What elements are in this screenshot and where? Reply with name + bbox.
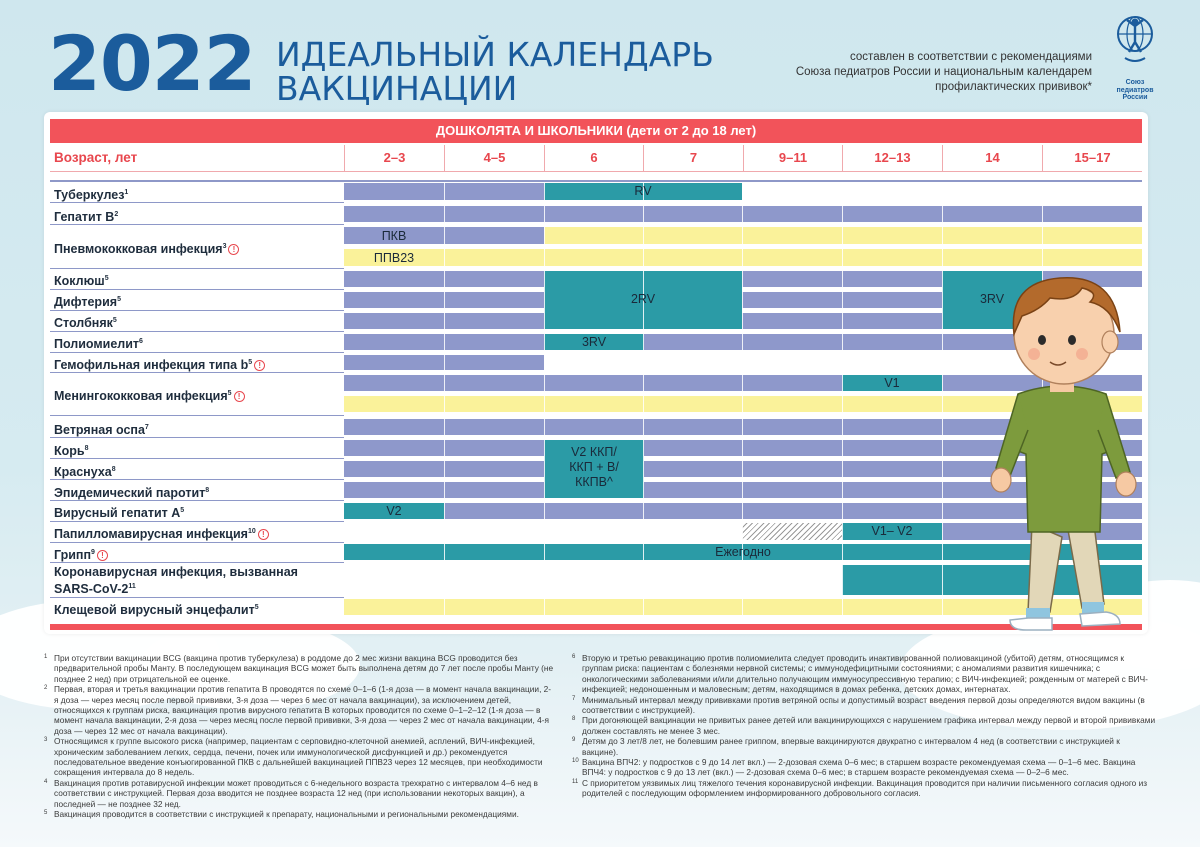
- cell-label: 3RV: [979, 292, 1005, 306]
- footnote-text: Относящимся к группе высокого риска (например, пациентам с серповидно-клеточной анемией, асплений, ВИЧ-инфекцией, хроническим заболеванием легких, сердца, печени, почек или иммунологической дисфункцией и др.) рекомендуется последовательное введение конъюгированной ПКВ с дальнейшей вакцинацией ППВ23 через 12 месяцев, при необходимости сокращения интервала до 8 недель.: [54, 736, 543, 778]
- vaccine-name: Гемофильная инфекция типа b: [54, 358, 249, 373]
- divider: [50, 352, 344, 353]
- divider: [50, 597, 344, 598]
- footnote-number: 10: [572, 758, 579, 765]
- footnote: [44, 653, 554, 684]
- subtitle-line: составлен в соответствии с рекомендациями: [850, 51, 1092, 63]
- divider: [50, 289, 344, 290]
- footnote-ref: 8: [84, 445, 89, 452]
- warning-icon: !: [258, 529, 269, 540]
- footnote-number: 3: [44, 737, 48, 744]
- schedule-cell: [344, 375, 842, 391]
- vaccine-name: Клещевой вирусный энцефалит: [54, 603, 255, 618]
- divider: [50, 310, 344, 311]
- footnote-text: При отсутствии вакцинации BCG (вакцина против туберкулеза) в роддоме до 2 мес жизни вакцина BCG проводится без предварительной пробы Манту. В последующем вакцинация BCG может быть выполнена детям до 7 лет после пробы Манту (не позднее 2 нед) при отрицательной ее оценке.: [54, 653, 554, 684]
- subtitle: [772, 50, 1092, 95]
- footnote-text: Минимальный интервал между прививками против ветряной оспы и допустимый возраст введения первой дозы определяются видом вакцины (в соответствии с инструкцией).: [582, 694, 1145, 716]
- footnote-number: 1: [44, 654, 48, 660]
- cell-label: V1– V2: [871, 524, 913, 538]
- vaccine-name: Папилломавирусная инфекция: [54, 527, 248, 542]
- vaccine-label: [54, 442, 344, 458]
- footnote-ref: 5: [227, 390, 232, 397]
- title-line: ИДЕАЛЬНЫЙ КАЛЕНДАРЬ: [276, 35, 714, 74]
- warning-icon: !: [234, 391, 245, 402]
- cell-label-line: ККП + В/: [569, 460, 619, 474]
- footnote-ref: 5: [248, 359, 253, 366]
- footnote-ref: 5: [254, 604, 259, 611]
- footnote-number: 6: [572, 654, 576, 660]
- footnote-ref: 7: [144, 424, 149, 431]
- vaccine-label: [54, 314, 344, 330]
- footnote-text: Вторую и третью ревакцинацию против полиомиелита следует проводить инактивированной полиовакциной (убитой) детям, относящимся к группам риска: пациентам с болезнями нервной системы; с иммунодефицитными состояниями; с аномалиями развития кишечника; с онкологическими заболеваниями и/или длительно получающим иммуносупрессивную терапию; с ВИЧ-инфекцией; рожденным от матерей с ВИЧ-инфекцией; недоношенным и маловесным; детям, находящимся в домах ребенка, детских домах, интернатах.: [582, 653, 1148, 695]
- divider: [50, 171, 1142, 172]
- age-col-header: 12–13: [842, 145, 942, 171]
- footnote-ref: 3: [222, 243, 227, 250]
- divider: [50, 331, 344, 332]
- vaccine-label: [54, 566, 344, 579]
- age-col-header: 14: [942, 145, 1042, 171]
- age-col-header: 15–17: [1042, 145, 1142, 171]
- age-label: Возраст, лет: [54, 150, 138, 165]
- cell-label: V1: [884, 376, 900, 390]
- footnote-number: 5: [44, 810, 48, 817]
- footnote-number: 2: [44, 685, 48, 692]
- footnote-ref: 10: [247, 528, 256, 535]
- age-col-header: 6: [544, 145, 643, 171]
- footnote-text: Вакцинация проводится в соответствии с инструкцией к препарату, национальными и региональными рекомендациями.: [54, 809, 519, 820]
- subtitle-line: Союза педиатров России и национальным календарем: [795, 66, 1092, 78]
- schedule-cell: [544, 227, 1142, 244]
- cell-label: V2: [386, 504, 402, 518]
- footnote-text: С приоритетом уязвимых лиц тяжелого течения коронавирусной инфекции. Вакцинация проводится при наличии письменного согласия одного из родителей с последующим оформлением информированного добровольного согласия.: [582, 777, 1148, 799]
- age-col-header: 4–5: [444, 145, 544, 171]
- cell-label-line: V2 ККП/: [571, 445, 617, 459]
- footnote-number: 8: [572, 716, 576, 723]
- footnotes-right: [572, 653, 1156, 799]
- footnote-number: 7: [572, 695, 576, 702]
- divider: [50, 415, 344, 416]
- footnote-ref: 5: [104, 275, 109, 282]
- cell-label: [544, 445, 644, 490]
- vaccine-label: [54, 293, 344, 309]
- cell-label: ПКВ: [381, 229, 407, 243]
- footnote-text: Вакцинация против ротавирусной инфекции может проводиться с 6-недельного возраста трехкратно с интервалом 4–6 нед в соответствии с инструкцией. Первая доза вводится не позднее возраста 12 нед (при использовании некоторых вакцин), а последней — не позднее 32 нед.: [54, 777, 538, 809]
- vaccine-label: [54, 240, 344, 256]
- vaccine-name: Пневмококковая инфекция: [54, 242, 223, 257]
- subtitle-line: профилактических прививок*: [935, 81, 1092, 93]
- divider: [50, 268, 344, 269]
- footnote-ref: 1: [124, 189, 129, 196]
- cell-label: RV: [634, 184, 652, 198]
- cell-label: ППВ23: [373, 251, 415, 265]
- footnote-number: 11: [572, 778, 579, 785]
- page-title: [276, 35, 714, 108]
- footnote-text: Вакцина ВПЧ2: у подростков с 9 до 14 лет вкл.) — 2-дозовая схема 0–6 мес; в старшем возрасте рекомендуемая схема — 0–1–6 мес. Вакцина ВПЧ4: у подростков с 9 до 13 лет (вкл.) — 2-дозовая схема 0–6 мес; в старшем возрасте рекомендуемая схема — 0–2–6 мес.: [582, 757, 1136, 778]
- divider: [50, 542, 344, 543]
- footnote-ref: 5: [112, 317, 117, 324]
- boy-illustration: [970, 262, 1160, 652]
- vaccine-name: Вирусный гепатит А: [54, 506, 181, 521]
- logo-text-line: педиатров: [1116, 86, 1154, 94]
- year-heading: 2022: [48, 19, 256, 108]
- footnote: [44, 736, 554, 778]
- vaccine-label: [54, 504, 344, 520]
- schedule-cell: [344, 523, 742, 540]
- footnote-ref: 8: [205, 487, 210, 494]
- cell-label: 2RV: [630, 292, 656, 306]
- footnote-text: Первая, вторая и третья вакцинации против гепатита В проводятся по схеме 0–1–6 (1-я доза — в момент начала вакцинации, 2-я доза — через месяц после первой прививки, 3-я доза — через 6 мес от начала вакцинации), за исключением детей, относящихся к группам риска, вакцинация против вирусного гепатита В которых проводится по схеме 0–1–2–12 (1-я доза — в момент начала вакцинации, 2-я доза — через месяц после первой прививки, 3-я доза — через 2 мес от начала вакцинации, 4-я доза — через 12 мес от начала вакцинации).: [54, 684, 552, 736]
- vaccine-name: Менингококковая инфекция: [54, 389, 228, 404]
- vaccine-label: [54, 387, 344, 403]
- footnote: [44, 778, 554, 809]
- footnote-ref: 8: [111, 466, 116, 473]
- footnote-number: 4: [44, 778, 48, 785]
- vaccine-name: Ветряная оспа: [54, 423, 145, 438]
- warning-icon: !: [254, 360, 265, 371]
- vaccine-name: SARS-CoV-2: [54, 582, 129, 597]
- cell-label-line: ККПВ^: [575, 475, 613, 489]
- footnote: [44, 809, 554, 819]
- schedule-cell: [344, 206, 1142, 222]
- vaccine-label: [54, 335, 344, 351]
- vaccine-name: Коклюш: [54, 274, 105, 289]
- vaccine-name: Коронавирусная инфекция, вызванная: [54, 565, 298, 579]
- vaccine-label: [54, 208, 344, 224]
- cell-label: 3RV: [581, 335, 607, 349]
- vaccine-name: Гепатит B: [54, 210, 115, 225]
- logo-text: [1114, 79, 1156, 102]
- footnote-ref: 9: [91, 549, 95, 556]
- vaccine-name: Дифтерия: [54, 295, 118, 310]
- vaccine-label: [54, 272, 344, 288]
- footnote-text: Детям до 3 лет/8 лет, не болевшим ранее гриппом, впервые вакцинируются двукратно с интервалом 4 нед (в соответствии с инструкцией к вакцине).: [582, 736, 1120, 757]
- age-col-header: 7: [643, 145, 743, 171]
- footnote: [572, 778, 1156, 799]
- vaccine-label: [54, 601, 344, 617]
- vaccine-name: Полиомиелит: [54, 337, 140, 352]
- vaccine-name: Эпидемический паротит: [54, 486, 206, 501]
- footnote: [572, 715, 1156, 736]
- footnote: [572, 695, 1156, 716]
- divider: [50, 180, 1142, 182]
- vaccine-label: [54, 356, 344, 372]
- footnotes-left: [44, 653, 554, 820]
- warning-icon: !: [97, 550, 108, 561]
- vaccine-label: [54, 421, 344, 437]
- vaccine-name: Краснуха: [54, 465, 112, 480]
- vaccine-label: [54, 580, 344, 596]
- vaccine-label: [54, 484, 344, 500]
- logo-text-line: России: [1122, 94, 1148, 101]
- age-header-row: [50, 145, 1142, 171]
- schedule-cell: [742, 523, 842, 540]
- footnote: [572, 653, 1156, 695]
- footnote: [572, 736, 1156, 757]
- warning-icon: !: [228, 244, 239, 255]
- schedule-cell: [344, 565, 842, 595]
- vaccine-label: [54, 186, 344, 202]
- vaccine-label: [54, 463, 344, 479]
- cell-label: Ежегодно: [715, 545, 771, 559]
- vaccine-label: [54, 525, 344, 541]
- footnote-text: При догоняющей вакцинации не привитых ранее детей или вакцинирующихся с нарушением графика интервал между первой и второй прививками должен составлять не менее 3 мес.: [582, 715, 1156, 736]
- footnote-ref: 11: [128, 583, 136, 590]
- vaccine-name: Грипп: [54, 548, 92, 563]
- divider: [50, 521, 344, 522]
- footnote-ref: 2: [114, 211, 119, 218]
- footnote-ref: 5: [117, 296, 121, 303]
- footnote-ref: 6: [139, 338, 143, 345]
- age-col-header: 9–11: [743, 145, 842, 171]
- table-band-title: ДОШКОЛЯТА И ШКОЛЬНИКИ (дети от 2 до 18 лет): [50, 119, 1142, 143]
- title-line: ВАКЦИНАЦИИ: [276, 69, 518, 108]
- vaccine-name: Корь: [54, 444, 85, 459]
- footnote: [572, 757, 1156, 778]
- globe-figure-icon: [1115, 12, 1155, 72]
- footnote: [44, 684, 554, 736]
- vaccine-label: [54, 546, 344, 562]
- footnote-ref: 5: [180, 507, 185, 514]
- union-logo: [1114, 12, 1156, 104]
- footnote-number: 9: [572, 737, 576, 744]
- logo-text-line: Союз: [1125, 79, 1145, 86]
- vaccine-name: Столбняк: [54, 316, 113, 331]
- vaccine-name: Туберкулез: [54, 188, 125, 203]
- age-col-header: 2–3: [344, 145, 444, 171]
